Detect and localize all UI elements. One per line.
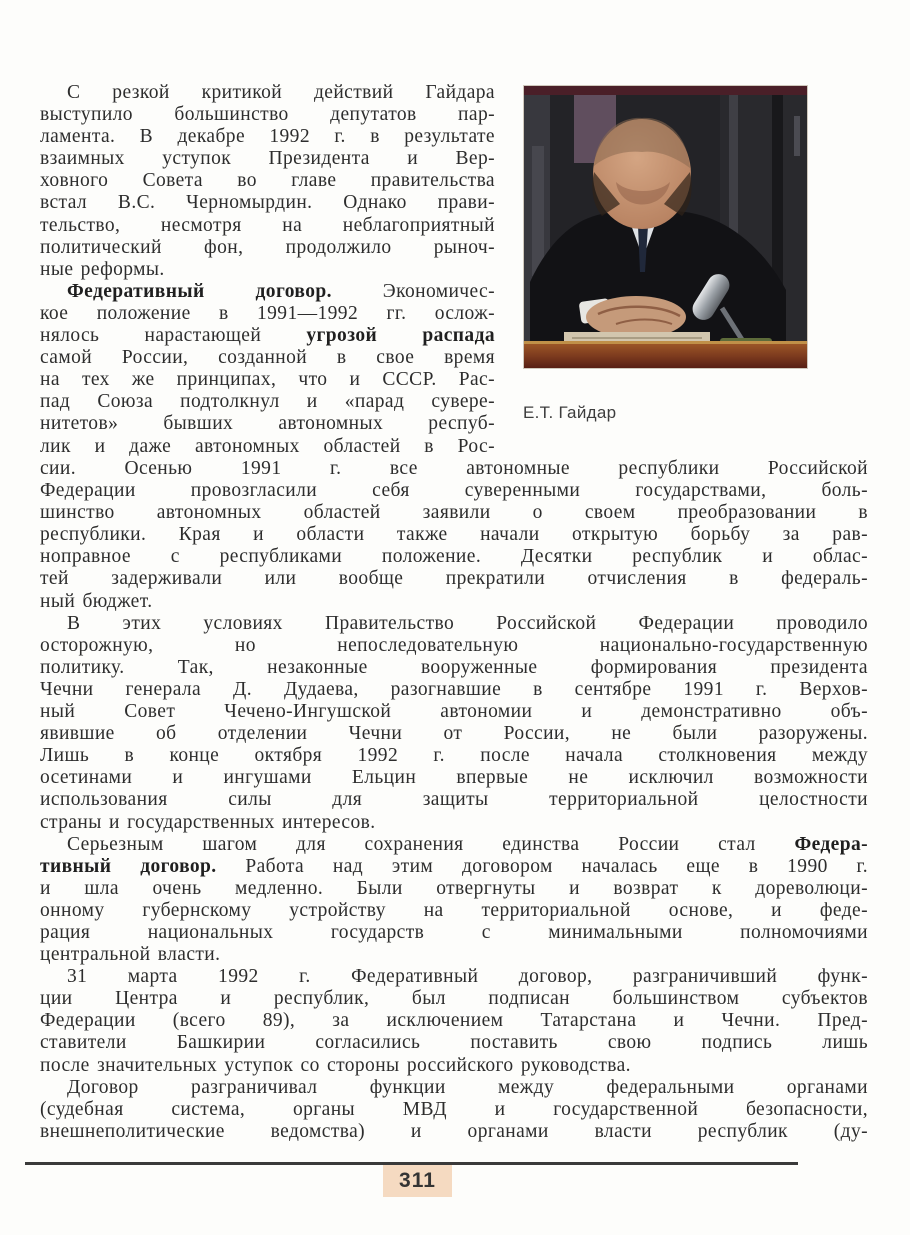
- text-line: [40, 148, 495, 170]
- text-run: Работа над этим договором началась еще в 1990 г.: [216, 855, 869, 877]
- text-run: тей задерживали или вообще прекратили отчисления в федераль-: [40, 568, 868, 590]
- text-line: [40, 82, 495, 104]
- text-line: [40, 591, 868, 613]
- text-run: после значительных уступок со стороны российского руководства.: [40, 1054, 631, 1076]
- text-line: [40, 259, 495, 281]
- text-line: [40, 613, 868, 635]
- text-line: [40, 856, 868, 878]
- text-line: [40, 303, 495, 325]
- text-line: [40, 391, 495, 413]
- paragraph: [40, 966, 868, 1076]
- text-line: [40, 126, 495, 148]
- text-run: на тех же принципах, что и СССР. Рас-: [40, 369, 495, 391]
- text-run: кое положение в 1991—1992 гг. ослож-: [40, 302, 495, 324]
- text-run: 31 марта 1992 г. Федеративный договор, разграничивший функ-: [67, 966, 868, 988]
- page-number: 311: [399, 1169, 436, 1192]
- text-run: (судебная система, органы МВД и государственной безопасности,: [40, 1098, 868, 1120]
- text-run: и шла очень медленно. Были отвергнуты и возврат к дореволюци-: [40, 877, 868, 899]
- bold-text-run: Федеративный договор.: [67, 280, 332, 302]
- text-line: [40, 767, 868, 789]
- text-run: рация национальных государств с минимальными полномочиями: [40, 921, 868, 943]
- text-run: ховного Совета во главе правительства: [40, 170, 495, 192]
- text-run: тельство, несмотря на неблагоприятный: [40, 214, 495, 236]
- text-line: [40, 834, 868, 856]
- text-run: онному губернскому устройству на территориальной основе, и феде-: [40, 899, 868, 921]
- text-line: [40, 922, 868, 944]
- text-run: нитетов» бывших автономных респуб-: [40, 413, 495, 435]
- text-run: республики. Края и области также начали открытую борьбу за рав-: [40, 524, 868, 546]
- text-line: [40, 723, 868, 745]
- text-line: [40, 369, 495, 391]
- text-run: страны и государственных интересов.: [40, 811, 376, 833]
- text-line: [40, 635, 868, 657]
- paragraph: [40, 281, 495, 458]
- text-run: политику. Так, незаконные вооруженные формирования президента: [40, 656, 868, 678]
- text-run: использования силы для защиты территориальной целостности: [40, 789, 868, 811]
- text-run: осторожную, но непоследовательную национально-государственную: [40, 634, 868, 656]
- text-run: встал В.С. Черномырдин. Однако прави-: [40, 192, 495, 214]
- text-line: [40, 1055, 868, 1077]
- text-run: Серьезным шагом для сохранения единства России стал: [67, 833, 795, 855]
- text-run: ные реформы.: [40, 258, 165, 280]
- text-run: сии. Осенью 1991 г. все автономные республики Российской: [40, 458, 868, 479]
- bold-text-run: угрозой распада: [306, 325, 495, 347]
- text-run: В этих условиях Правительство Российской Федерации проводило: [67, 612, 868, 634]
- text-run: самой России, созданной в свое время: [40, 347, 495, 369]
- text-line: [40, 878, 868, 900]
- text-line: [40, 789, 868, 811]
- text-run: нялось нарастающей: [40, 325, 307, 347]
- text-line: [40, 546, 868, 568]
- text-run: Федерации провозгласили себя суверенными государствами, боль-: [40, 480, 868, 502]
- text-run: Лишь в конце октября 1992 г. после начала столкновения между: [40, 745, 868, 767]
- text-run: ный бюджет.: [40, 590, 153, 612]
- text-line: [40, 192, 495, 214]
- text-line: [40, 170, 495, 192]
- paragraph: [40, 1077, 868, 1143]
- text-line: [40, 966, 868, 988]
- text-run: С резкой критикой действий Гайдара: [67, 82, 495, 103]
- page-number-badge: [383, 1165, 452, 1197]
- text-line: [40, 347, 495, 369]
- text-line: [40, 502, 868, 524]
- text-line: [40, 944, 868, 966]
- text-line: [40, 104, 495, 126]
- text-line: [40, 524, 868, 546]
- text-line: [40, 215, 495, 237]
- text-line: [40, 1121, 868, 1143]
- text-run: Чечни генерала Д. Дудаева, разогнавшие в сентябре 1991 г. Верхов-: [40, 678, 868, 700]
- text-line: [40, 900, 868, 922]
- text-run: ный Совет Чечено-Ингушской автономии и демонстративно объ-: [40, 701, 868, 723]
- text-run: Договор разграничивал функции между федеральными органами: [67, 1076, 868, 1098]
- text-line: [40, 988, 868, 1010]
- text-run: шинство автономных областей заявили о своем преобразовании в: [40, 502, 868, 524]
- text-line: [40, 1077, 868, 1099]
- text-line: [40, 325, 495, 347]
- photo-figure: [523, 85, 808, 369]
- text-line: [40, 657, 868, 679]
- text-line: [40, 812, 868, 834]
- text-line: [40, 1099, 868, 1121]
- text-run: выступило большинство депутатов пар-: [40, 104, 495, 126]
- photo-caption: Е.Т. Гайдар: [523, 403, 617, 422]
- text-run: ламента. В декабре 1992 г. в результате: [40, 126, 495, 148]
- text-run: центральной власти.: [40, 944, 221, 966]
- text-line: [40, 568, 868, 590]
- text-run: Экономичес-: [331, 280, 495, 302]
- text-line: [40, 281, 495, 303]
- gaidar-photo: [523, 85, 808, 369]
- paragraph: [40, 613, 868, 834]
- paragraph: [40, 458, 868, 613]
- text-run: лик и даже автономных областей в Рос-: [40, 435, 495, 457]
- text-run: пад Союза подтолкнул и «парад сувере-: [40, 391, 495, 413]
- text-line: [40, 745, 868, 767]
- gaidar-photo-art: [524, 86, 807, 368]
- text-line: [40, 1010, 868, 1032]
- text-line: [40, 237, 495, 259]
- text-line: [40, 436, 495, 458]
- text-run: внешнеполитические ведомства) и органами власти республик (ду-: [40, 1120, 868, 1142]
- text-run: политический фон, продолжило рыноч-: [40, 236, 495, 258]
- text-run: Федерации (всего 89), за исключением Татарстана и Чечни. Пред-: [40, 1010, 868, 1032]
- text-line: [40, 679, 868, 701]
- text-line: [40, 413, 495, 435]
- body-text: [40, 458, 868, 1143]
- text-run: осетинами и ингушами Ельцин впервые не исключил возможности: [40, 767, 868, 789]
- bold-text-run: Федера-: [794, 833, 868, 855]
- text-line: [40, 480, 868, 502]
- left-text-column: [40, 82, 495, 458]
- text-run: явившие об отделении Чечни от России, не были разоружены.: [40, 723, 868, 745]
- text-run: ставители Башкирии согласились поставить свою подпись лишь: [40, 1032, 868, 1054]
- text-line: [40, 458, 868, 480]
- paragraph: [40, 82, 495, 281]
- text-run: ции Центра и республик, был подписан большинством субъектов: [40, 988, 868, 1010]
- text-run: взаимных уступок Президента и Вер-: [40, 148, 495, 170]
- text-line: [40, 1032, 868, 1054]
- bold-text-run: тивный договор.: [40, 855, 217, 877]
- paragraph: [40, 834, 868, 967]
- text-run: ноправное с республиками положение. Десятки республик и облас-: [40, 546, 868, 568]
- text-line: [40, 701, 868, 723]
